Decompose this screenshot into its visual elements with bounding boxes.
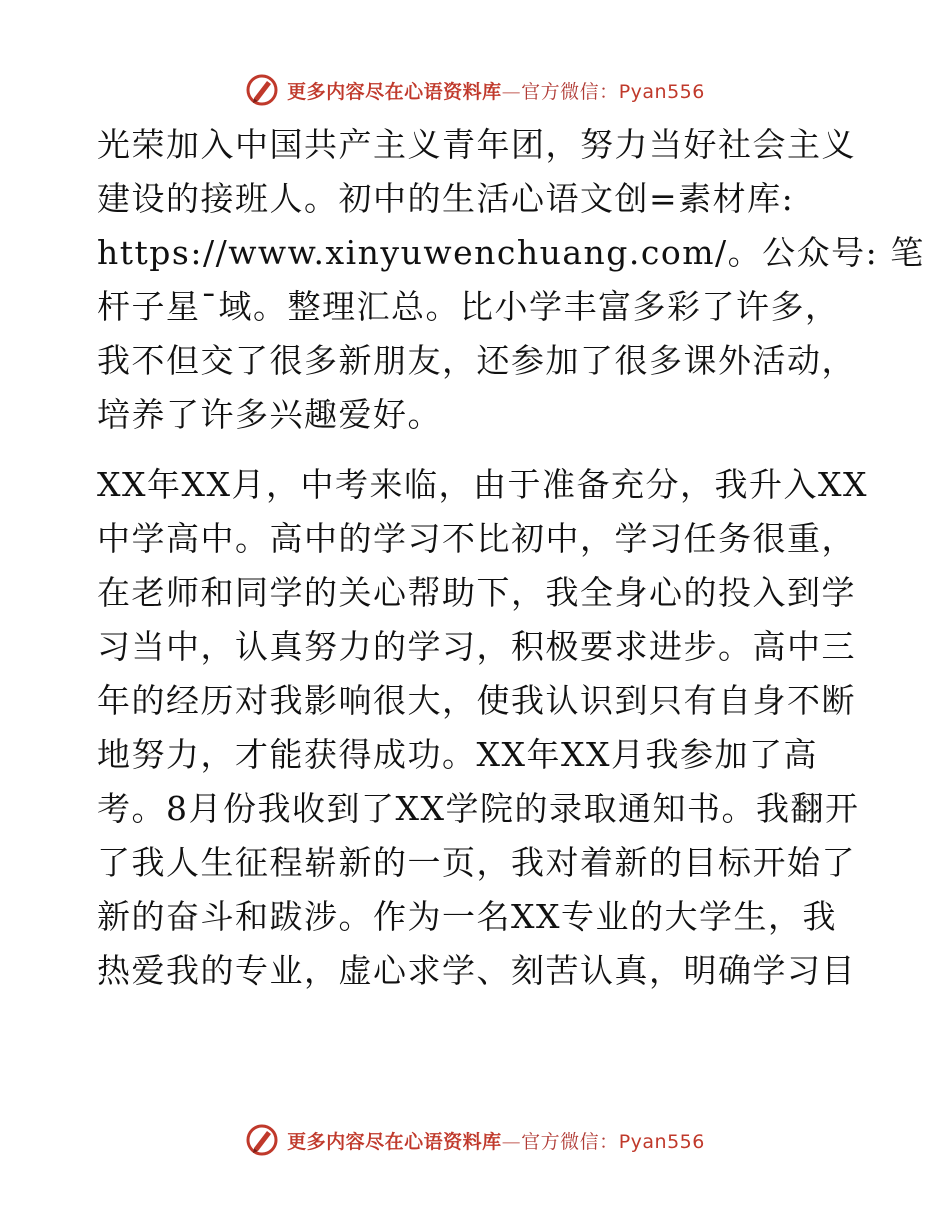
text-line: 年的经历对我影响很大，使我认识到只有自身不断 xyxy=(97,681,856,720)
footer-text xyxy=(287,1127,705,1154)
footer-wechat-label: 官方微信： xyxy=(521,1130,619,1153)
pen-logo-icon xyxy=(245,1123,279,1157)
text-line: 培养了许多兴趣爱好。 xyxy=(97,395,442,434)
paragraph-1 xyxy=(97,118,925,442)
footer-separator: — xyxy=(501,1130,522,1153)
text-line: 考。8月份我收到了XX学院的录取通知书。我翻开 xyxy=(97,789,860,828)
text-line: 我不但交了很多新朋友，还参加了很多课外活动， xyxy=(97,341,856,380)
text-line: https://www.xinyuwenchuang.com/。公众号: 笔 xyxy=(97,233,925,272)
header-wechat-id: Pyan556 xyxy=(618,80,705,103)
text-line: XX年XX月，中考来临，由于准备充分，我升入XX xyxy=(97,465,868,504)
text-line: 杆子星¯域。整理汇总。比小学丰富多彩了许多， xyxy=(97,287,840,326)
text-line: 地努力，才能获得成功。XX年XX月我参加了高 xyxy=(97,735,818,774)
text-line: 中学高中。高中的学习不比初中，学习任务很重， xyxy=(97,519,856,558)
header-site-name: 更多内容尽在心语资料库 xyxy=(287,80,502,103)
header-banner xyxy=(0,70,950,110)
text-line: 了我人生征程崭新的一页，我对着新的目标开始了 xyxy=(97,843,856,882)
text-line: 在老师和同学的关心帮助下，我全身心的投入到学 xyxy=(97,573,856,612)
header-separator: — xyxy=(501,80,522,103)
paragraph-2 xyxy=(97,458,867,998)
header-text xyxy=(287,77,705,104)
footer-banner xyxy=(0,1120,950,1160)
text-line: 建设的接班人。初中的生活心语文创=素材库: xyxy=(97,179,795,218)
header-wechat-label: 官方微信： xyxy=(521,80,619,103)
document-body xyxy=(97,118,925,998)
pen-logo-icon xyxy=(245,73,279,107)
footer-wechat-id: Pyan556 xyxy=(618,1130,705,1153)
footer-site-name: 更多内容尽在心语资料库 xyxy=(287,1130,502,1153)
text-line: 热爱我的专业，虚心求学、刻苦认真，明确学习目 xyxy=(97,951,856,990)
text-line: 习当中，认真努力的学习，积极要求进步。高中三 xyxy=(97,627,856,666)
text-line: 光荣加入中国共产主义青年团，努力当好社会主义 xyxy=(97,125,856,164)
paragraph-gap xyxy=(97,442,867,458)
text-line: 新的奋斗和跋涉。作为一名XX专业的大学生，我 xyxy=(97,897,837,936)
